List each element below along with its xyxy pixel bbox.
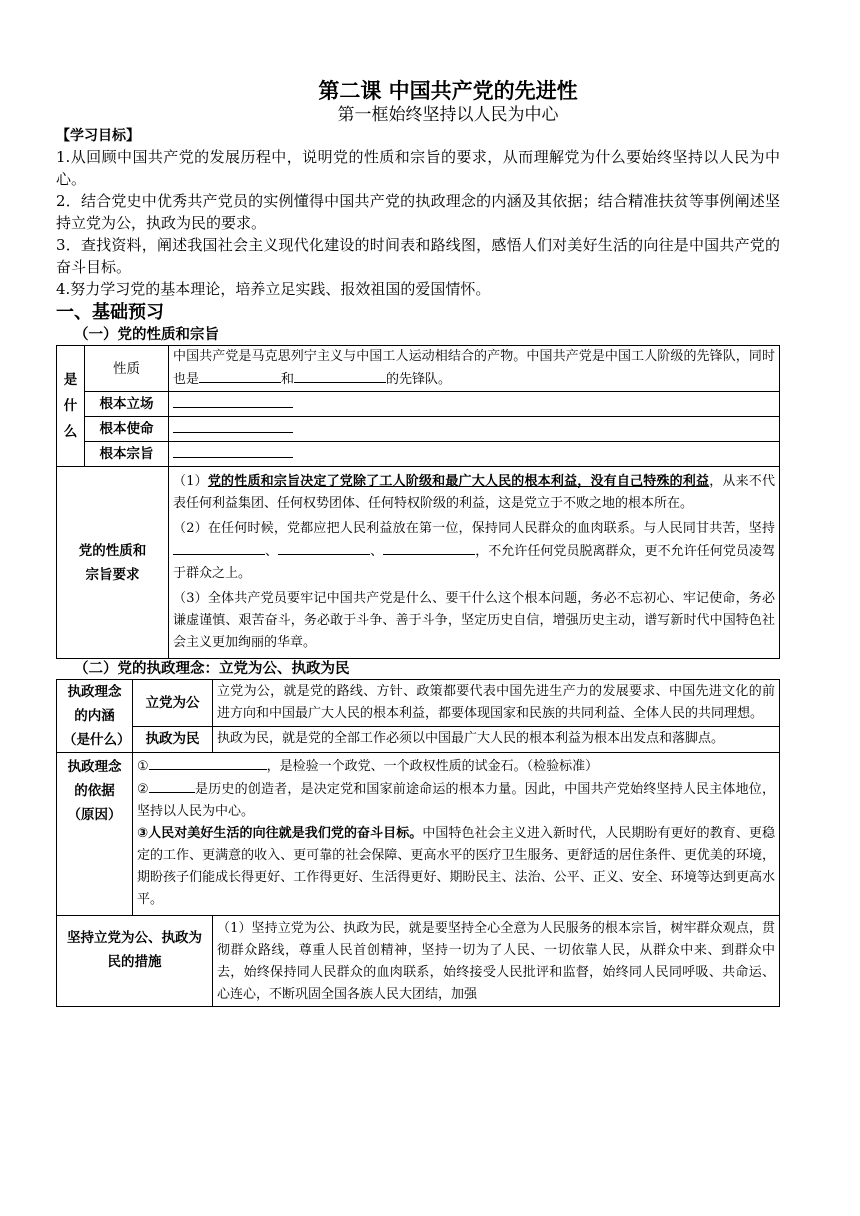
purpose-label: 根本宗旨 — [85, 442, 169, 467]
worksheet-page — [56, 78, 780, 1007]
blank-vanguard-2[interactable] — [294, 368, 386, 383]
nature-purpose-table — [56, 345, 780, 659]
subsection-heading-1: （一）党的性质和宗旨 — [74, 327, 219, 343]
blank-principle-1[interactable] — [173, 540, 265, 555]
blank-purpose[interactable] — [173, 443, 293, 458]
section-heading: 一、基础预习 — [56, 302, 164, 323]
lesson-title: 第二课 中国共产党的先进性 — [318, 79, 578, 103]
stand-answer — [169, 392, 780, 417]
objective-item-4: 4.努力学习党的基本理论，培养立足实践、报效祖国的爱国情怀。 — [56, 280, 491, 298]
blank-mission[interactable] — [173, 418, 293, 433]
what-is-label: 是 什 么 — [57, 346, 85, 467]
measures-label: 坚持立党为公、执政为民的措施 — [57, 916, 213, 1007]
governing-philosophy-table — [56, 679, 780, 1007]
subsection-heading-2: （二）党的执政理念：立党为公、执政为民 — [74, 661, 350, 677]
party-for-public-label: 立党为公 — [133, 680, 213, 727]
mission-answer — [169, 417, 780, 442]
blank-basis-1[interactable] — [149, 755, 267, 770]
objectives-heading: 【学习目标】 — [56, 128, 140, 144]
mission-label: 根本使命 — [85, 417, 169, 442]
requirements-label: 党的性质和宗旨要求 — [57, 467, 169, 659]
objective-item-2: 2．结合党史中优秀共产党员的实例懂得中国共产党的执政理念的内涵及其依据；结合精准扶贫等事例阐述坚持立党为公，执政为民的要求。 — [56, 192, 780, 232]
purpose-answer — [169, 442, 780, 467]
govern-for-people-label: 执政为民 — [133, 726, 213, 752]
basis-text: ① ，是检验一个政党、一个政权性质的试金石。（检验标准） ② 是历史的创造者，是决定党和国家前途命运的根本力量。因此，中国共产党始终坚持人民主体地位，坚持以人民为中心。 ③人民对美好生活的向往就是我们党的奋斗目标。中国特色社会主义进入新时代，人民期盼有更好的教育、更稳定的工作、更满意的收入、更可靠的社会保障、更高水平的医疗卫生服务、更舒适的居住条件、更优美的环境，期盼孩子们能成长得更好、工作得更好、生活得更好、期盼民主、法治、公平、正义、安全、环境等达到更高水平。 — [133, 753, 780, 916]
blank-principle-2[interactable] — [278, 540, 370, 555]
objective-item-1: 1.从回顾中国共产党的发展历程中，说明党的性质和宗旨的要求，从而理解党为什么要始终坚持以人民为中心。 — [56, 148, 780, 188]
blank-principle-3[interactable] — [383, 540, 475, 555]
blank-vanguard-1[interactable] — [199, 368, 281, 383]
nature-label: 性质 — [85, 346, 169, 392]
blank-basis-2[interactable] — [149, 778, 195, 793]
connotation-label: 执政理念的内涵（是什么） — [57, 680, 133, 753]
nature-text: 中国共产党是马克思列宁主义与中国工人运动相结合的产物。中国共产党是中国工人阶级的先锋队，同时也是 和 的先锋队。 — [169, 346, 780, 392]
blank-stand[interactable] — [173, 393, 293, 408]
party-for-public-text: 立党为公，就是党的路线、方针、政策都要代表中国先进生产力的发展要求、中国先进文化的前进方向和中国最广大人民的根本利益，都要体现国家和民族的共同利益、全体人民的共同理想。 — [213, 680, 780, 727]
govern-for-people-text: 执政为民，就是党的全部工作必须以中国最广大人民的根本利益为根本出发点和落脚点。 — [213, 726, 780, 752]
requirements-text: （1）党的性质和宗旨决定了党除了工人阶级和最广大人民的根本利益，没有自己特殊的利益，从来不代表任何利益集团、任何权势团体、任何特权阶级的利益，这是党立于不败之地的根本所在。 （2）在任何时候，党都应把人民利益放在第一位，保持同人民群众的血肉联系。与人民同甘共苦，坚持、 、 ，不允许任何党员脱离群众，更不允许任何党员凌驾于群众之上。 （3）全体共产党员要牢记中国共产党是什么、要干什么这个根本问题，务必不忘初心、牢记使命，务必谦虚谨慎、艰苦奋斗，务必敢于斗争、善于斗争，坚定历史自信，增强历史主动，谱写新时代中国特色社会主义更加绚丽的华章。 — [169, 467, 780, 659]
lesson-subtitle: 第一框始终坚持以人民为中心 — [337, 105, 559, 125]
basis-label: 执政理念的依据（原因） — [57, 753, 133, 916]
measures-text: （1）坚持立党为公、执政为民，就是要坚持全心全意为人民服务的根本宗旨，树牢群众观点，贯彻群众路线，尊重人民首创精神，坚持一切为了人民、一切依靠人民，从群众中来、到群众中去，始终保持同人民群众的血肉联系，始终接受人民批评和监督，始终同人民同呼吸、共命运、心连心，不断巩固全国各族人民大团结，加强 — [213, 916, 780, 1007]
stand-label: 根本立场 — [85, 392, 169, 417]
objective-item-3: 3．查找资料，阐述我国社会主义现代化建设的时间表和路线图，感悟人们对美好生活的向往是中国共产党的奋斗目标。 — [56, 236, 780, 276]
